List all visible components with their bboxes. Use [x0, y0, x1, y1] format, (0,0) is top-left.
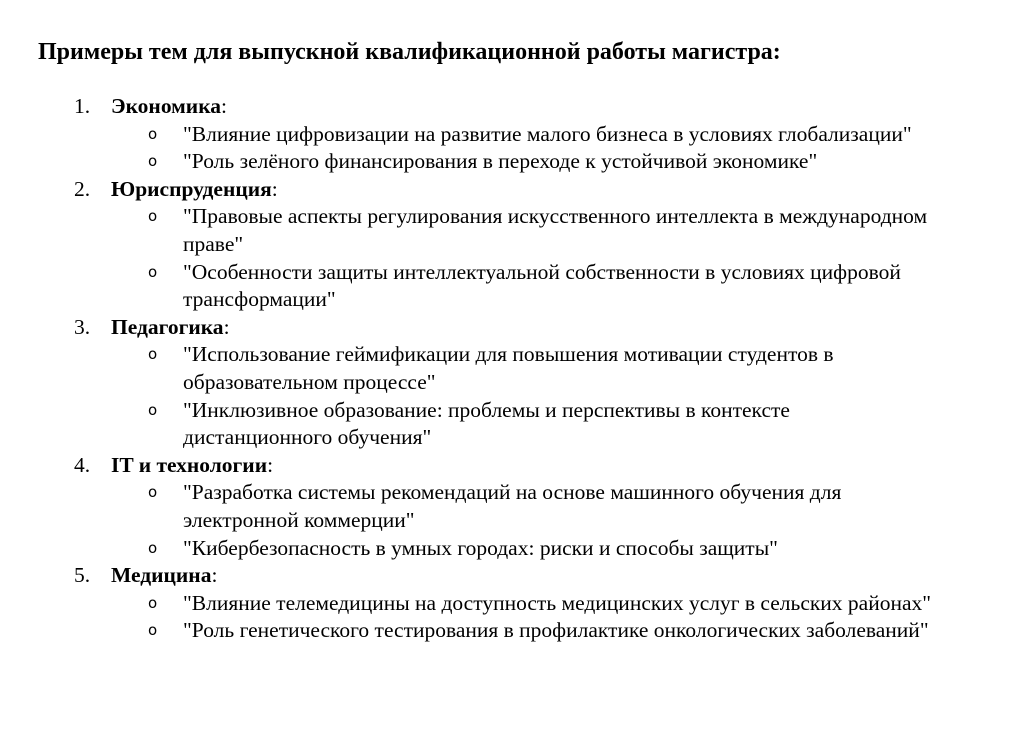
section-colon: : [223, 314, 230, 339]
section-medicine [0, 562, 1017, 645]
topics-list [111, 203, 1017, 313]
section-number: 5. [74, 563, 91, 588]
list-item [111, 590, 943, 618]
hollow-bullet-icon: o [148, 345, 158, 364]
topics-list [111, 479, 1017, 562]
list-item [111, 535, 943, 563]
list-item [111, 203, 943, 258]
section-number: 3. [74, 314, 91, 339]
list-item [111, 341, 943, 396]
topic-text: "Роль зелёного финансирования в переходе к устойчивой экономике" [183, 149, 818, 174]
section-pedagogy [0, 314, 1017, 452]
list-item [111, 259, 943, 314]
section-title: IT и технологии [111, 452, 268, 477]
topics-list [111, 121, 1017, 176]
section-number: 2. [74, 176, 91, 201]
topic-sections-list [0, 93, 1017, 645]
list-item [111, 479, 943, 534]
section-law [0, 176, 1017, 314]
list-item [111, 617, 943, 645]
section-number: 1. [74, 94, 91, 118]
hollow-bullet-icon: o [148, 483, 158, 502]
topic-text: "Разработка системы рекомендаций на основе машинного обучения для электронной коммерции" [183, 480, 842, 532]
topic-text: "Влияние телемедицины на доступность медицинских услуг в сельских районах" [183, 590, 932, 615]
section-colon: : [211, 563, 218, 588]
section-title: Экономика [111, 94, 222, 118]
list-item [111, 148, 943, 176]
section-colon: : [271, 176, 278, 201]
hollow-bullet-icon: o [148, 207, 158, 226]
hollow-bullet-icon: o [148, 621, 158, 640]
hollow-bullet-icon: o [148, 400, 158, 419]
topic-text: "Влияние цифровизации на развитие малого бизнеса в условиях глобализации" [183, 121, 912, 146]
section-title: Юриспруденция [111, 176, 272, 201]
topic-text: "Особенности защиты интеллектуальной собственности в условиях цифровой трансформации" [183, 259, 901, 312]
section-economics [0, 93, 1017, 176]
section-title: Медицина [111, 563, 212, 588]
hollow-bullet-icon: o [148, 262, 158, 281]
list-item [111, 397, 943, 452]
topics-list [111, 590, 1017, 645]
section-colon: : [221, 94, 227, 118]
document-heading: Примеры тем для выпускной квалификационной работы магистра: [38, 39, 781, 65]
topic-text: "Кибербезопасность в умных городах: риски и способы защиты" [183, 535, 778, 560]
section-colon: : [267, 452, 274, 477]
hollow-bullet-icon: o [148, 124, 158, 143]
topic-text: "Использование геймификации для повышения мотивации студентов в образовательном процессе" [183, 342, 834, 394]
topic-text: "Инклюзивное образование: проблемы и перспективы в контексте дистанционного обучения" [183, 397, 790, 450]
topics-list [111, 341, 1017, 451]
section-number: 4. [74, 452, 91, 477]
topic-text: "Правовые аспекты регулирования искусственного интеллекта в международном праве" [183, 204, 928, 256]
hollow-bullet-icon: o [148, 538, 158, 557]
hollow-bullet-icon: o [148, 593, 158, 612]
topic-text: "Роль генетического тестирования в профилактике онкологических заболеваний" [183, 618, 929, 643]
section-it-technology [0, 452, 1017, 562]
section-title: Педагогика [111, 314, 224, 339]
list-item [111, 121, 943, 149]
hollow-bullet-icon: o [148, 152, 158, 171]
